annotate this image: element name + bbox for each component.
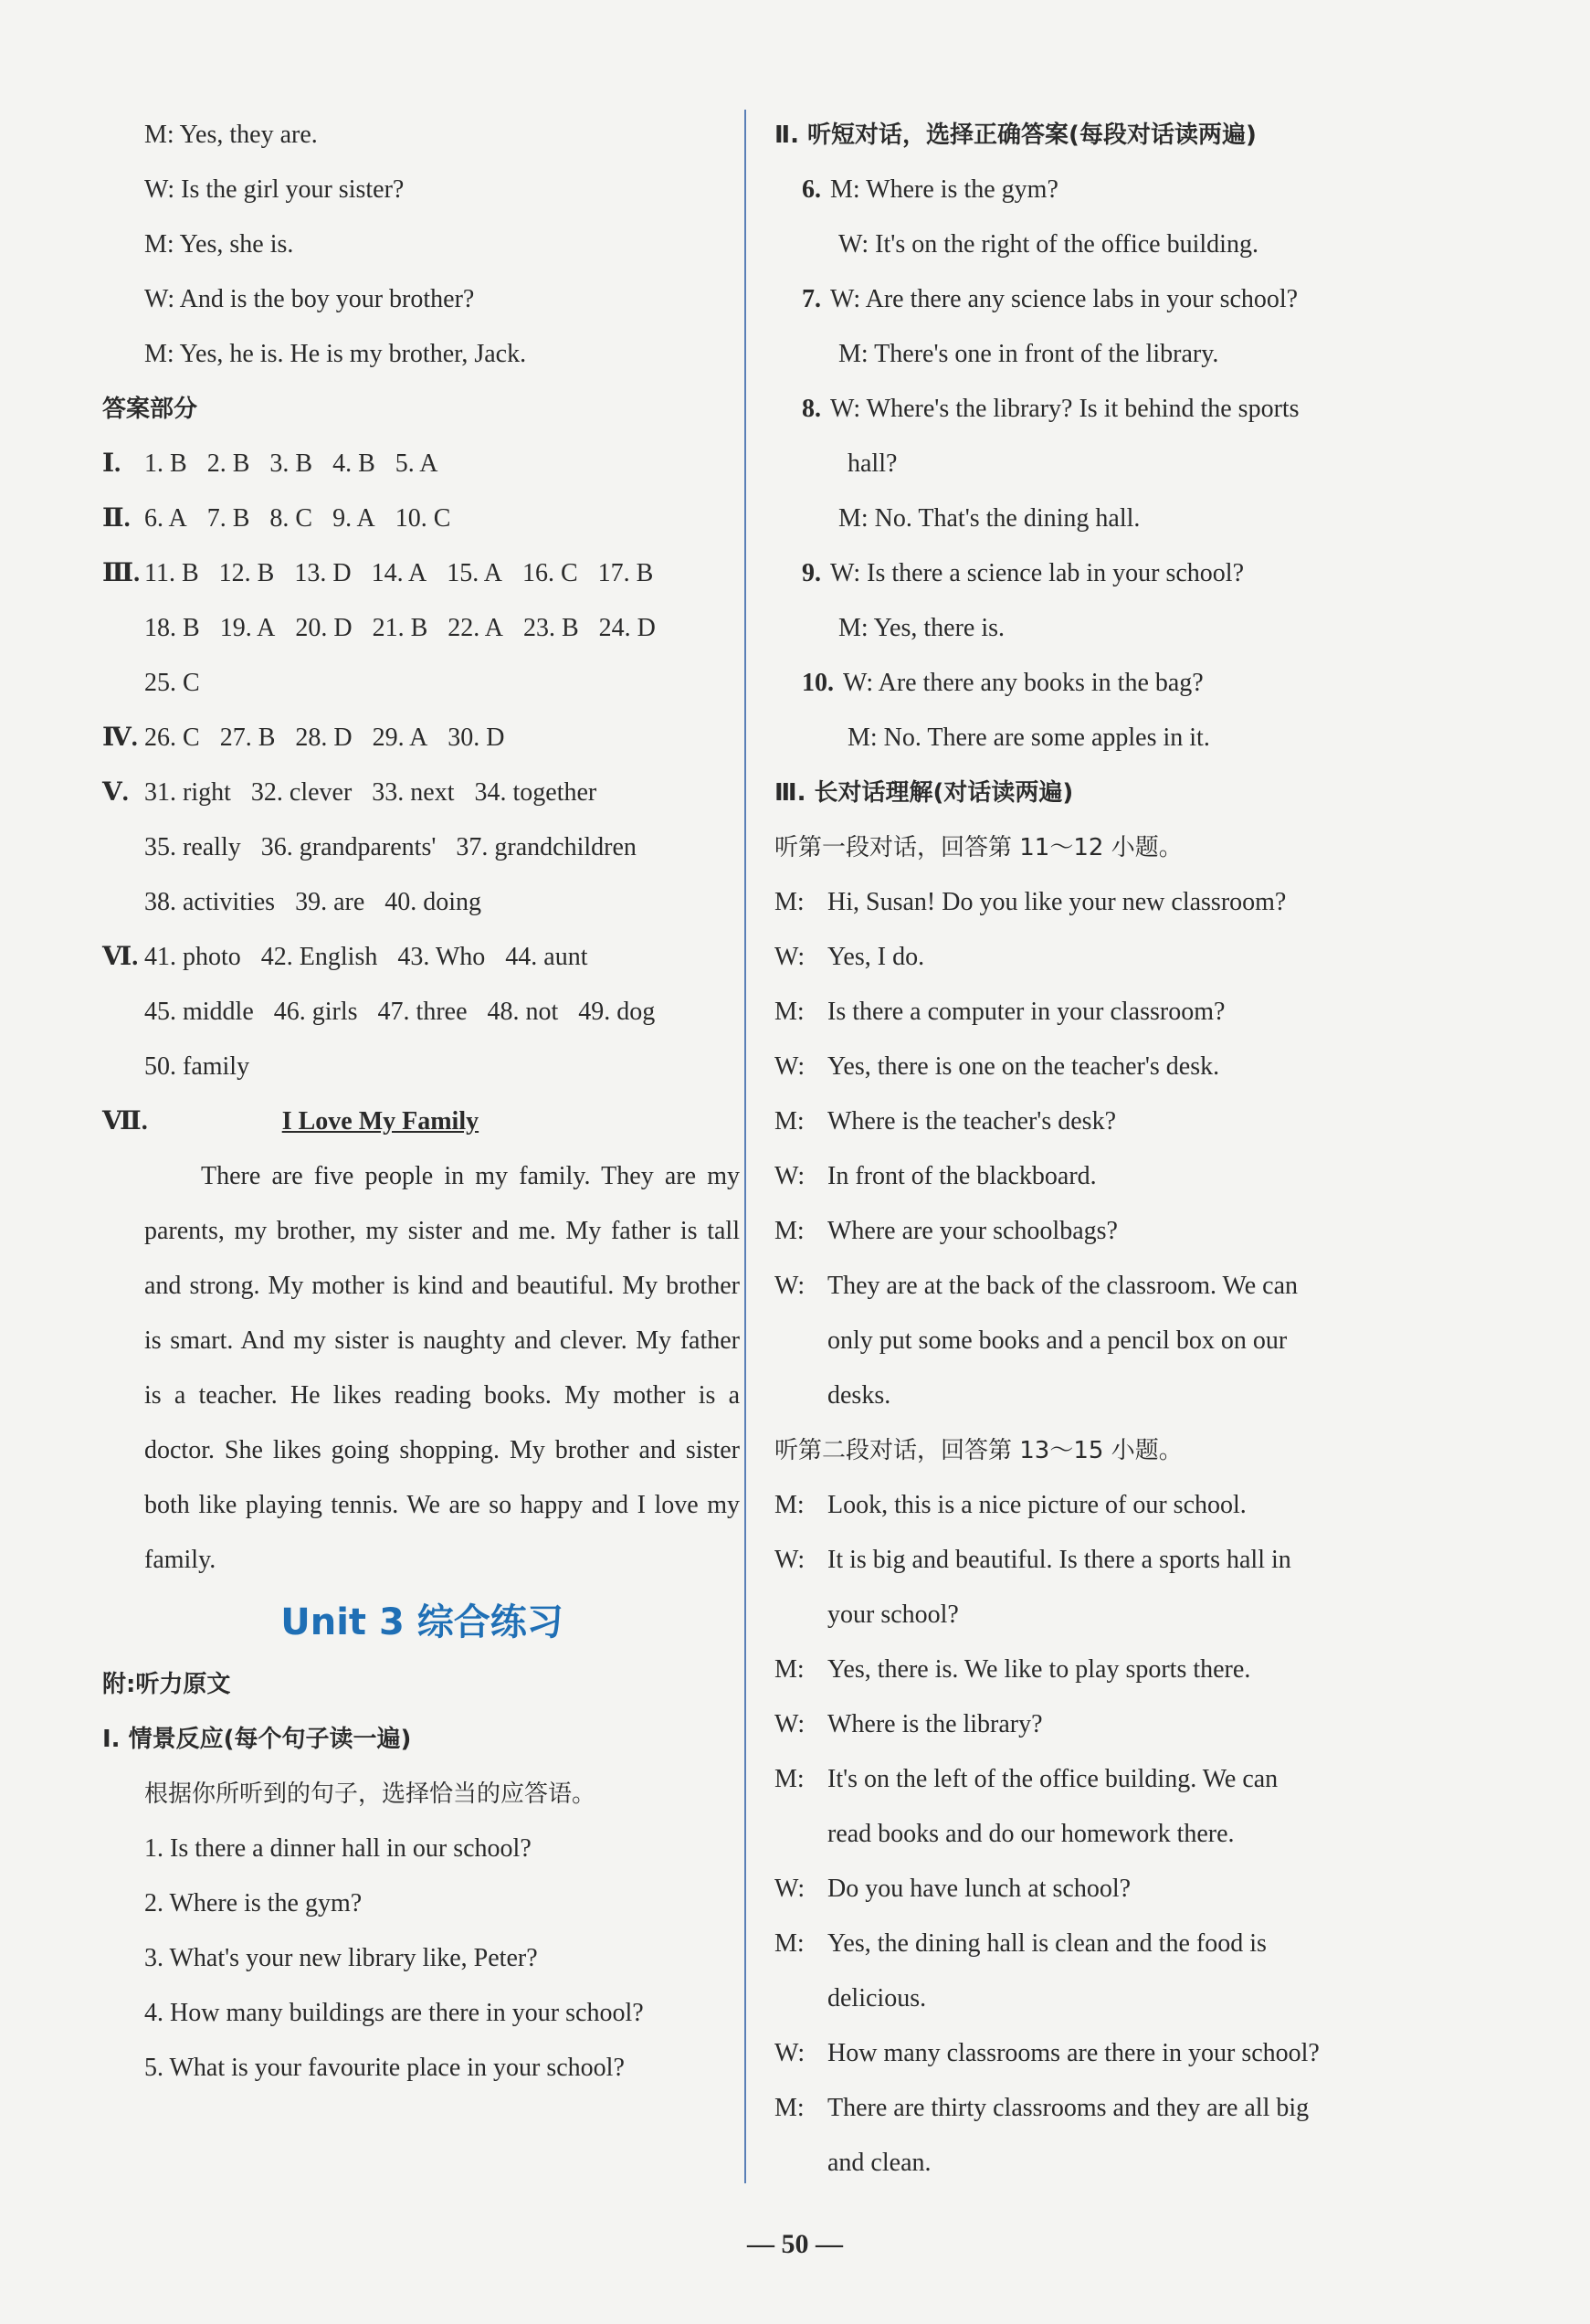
dialogue-text: and clean.: [827, 2149, 932, 2177]
dialogue-line: W: Is the girl your sister?: [144, 175, 405, 204]
answer-item: 1. B: [144, 449, 187, 478]
answer-row: [102, 766, 742, 820]
answer-item: 34. together: [474, 778, 597, 807]
answer-row: [102, 820, 742, 875]
dialogue-text: Hi, Susan! Do you like your new classroom?: [827, 888, 1287, 916]
dialogue2-intro: 听第二段对话，回答第 13～15 小题。: [774, 1437, 1183, 1464]
long-dialogue-line: [774, 1204, 1414, 1259]
short-dialogue-line: [774, 491, 1414, 546]
answer-item: 30. D: [448, 724, 505, 752]
long-dialogue-line: [774, 1314, 1414, 1368]
answer-roman: Ⅱ.: [102, 504, 131, 533]
dialogue-line: M: Yes, they are.: [144, 121, 318, 149]
short-dialogue-line: [774, 327, 1414, 382]
speaker: M:: [774, 1765, 805, 1793]
dialogue-text: M: No. That's the dining hall.: [838, 504, 1141, 533]
answer-item: 17. B: [597, 559, 654, 587]
dialogue-text: W: Where's the library? Is it behind the sports: [830, 395, 1300, 423]
dialogue2: [774, 1478, 1414, 2191]
essay-heading-row: [102, 1094, 742, 1149]
answer-item: 11. B: [144, 559, 199, 587]
essay-body: [102, 1149, 740, 1588]
long-dialogue-line: [774, 2081, 1414, 2136]
question-number: 8.: [802, 395, 821, 423]
dialogue-text: M: Yes, there is.: [838, 614, 1006, 642]
section2-dialogues: [774, 163, 1414, 766]
answer-item: 19. A: [219, 614, 276, 642]
essay-roman: Ⅶ.: [102, 1107, 148, 1136]
answer-item: 36. grandparents': [260, 833, 437, 861]
speaker: M:: [774, 1929, 805, 1958]
answer-item: 42. English: [260, 943, 378, 971]
long-dialogue-line: [774, 1862, 1414, 1917]
dialogue-text: Where are your schoolbags?: [827, 1217, 1118, 1245]
dialogue-text: Is there a computer in your classroom?: [827, 998, 1226, 1026]
essay-text: There are five people in my family. They are my parents, my brother, my sister and me. My father is tall and strong. My mother is kind and beautiful. My brother is smart. And my sister is naughty and clever. My father is a teacher. He likes reading books. My mother is a doctor. She likes going shopping. My brother and sister both like playing tennis. We are so happy and I love my family.: [144, 1162, 740, 1574]
answer-item: 5. A: [395, 449, 438, 478]
answer-item: 29. A: [372, 724, 428, 752]
answer-item: 10. C: [395, 504, 451, 533]
long-dialogue-line: [774, 2026, 1414, 2081]
left-column: [102, 108, 742, 2096]
section1-item: 2. Where is the gym?: [144, 1889, 363, 1917]
right-column: [774, 108, 1414, 2191]
dialogue-line: M: Yes, he is. He is my brother, Jack.: [144, 340, 527, 368]
dialogue-text: Where is the library?: [827, 1710, 1043, 1738]
dialogue-text: delicious.: [827, 1984, 927, 2012]
long-dialogue-line: [774, 1259, 1414, 1314]
essay-title: I Love My Family: [281, 1107, 479, 1136]
answer-roman: Ⅵ.: [102, 943, 139, 971]
section1-item: 3. What's your new library like, Peter?: [144, 1944, 538, 1972]
long-dialogue-line: [774, 1697, 1414, 1752]
short-dialogue-line: [774, 163, 1414, 217]
short-dialogue-line: [774, 382, 1414, 437]
answer-item: 28. D: [295, 724, 353, 752]
answer-item: 40. doing: [384, 888, 482, 916]
answer-row: [102, 437, 742, 491]
answer-row: [102, 601, 742, 656]
answer-item: 50. family: [144, 1052, 250, 1081]
dialogue-line: W: And is the boy your brother?: [144, 285, 475, 313]
long-dialogue-line: [774, 1588, 1414, 1643]
dialogue-text: There are thirty classrooms and they are all big: [827, 2094, 1310, 2122]
answer-item: 25. C: [144, 669, 200, 697]
answer-heading: 答案部分: [102, 396, 198, 423]
answer-item: 44. aunt: [505, 943, 588, 971]
section1-item: 5. What is your favourite place in your school?: [144, 2054, 625, 2082]
dialogue-text: Yes, there is one on the teacher's desk.: [827, 1052, 1220, 1081]
dialogue-text: M: No. There are some apples in it.: [848, 724, 1210, 752]
dialogue-text: Where is the teacher's desk?: [827, 1107, 1116, 1136]
long-dialogue-line: [774, 1752, 1414, 1807]
answer-item: 48. not: [487, 998, 559, 1026]
long-dialogue-line: [774, 1643, 1414, 1697]
answer-item: 32. clever: [250, 778, 353, 807]
dialogue-text: your school?: [827, 1600, 959, 1629]
speaker: M:: [774, 888, 805, 916]
listening-heading: 附:听力原文: [102, 1671, 231, 1698]
long-dialogue-line: [774, 1040, 1414, 1094]
answer-item: 18. B: [144, 614, 200, 642]
short-dialogue-line: [774, 437, 1414, 491]
dialogue-text: read books and do our homework there.: [827, 1820, 1235, 1848]
dialogue-text: W: Are there any science labs in your school?: [830, 285, 1299, 313]
answer-row: [102, 1040, 742, 1094]
page-number: — 50 —: [747, 2229, 843, 2259]
answer-roman: Ⅰ.: [102, 449, 121, 478]
long-dialogue-line: [774, 1533, 1414, 1588]
speaker: W:: [774, 2039, 806, 2067]
dialogue-text: W: It's on the right of the office building.: [838, 230, 1258, 259]
answer-roman: Ⅳ.: [102, 724, 138, 752]
answer-item: 26. C: [144, 724, 200, 752]
unit-title: Unit 3 综合练习: [280, 1601, 563, 1643]
speaker: M:: [774, 998, 805, 1026]
answer-roman: Ⅴ.: [102, 778, 129, 807]
answer-item: 12. B: [218, 559, 275, 587]
section1-item: 1. Is there a dinner hall in our school?: [144, 1834, 532, 1863]
answer-row: [102, 875, 742, 930]
dialogue-text: desks.: [827, 1381, 891, 1410]
dialogue-text: M: Where is the gym?: [830, 175, 1058, 204]
answer-item: 39. are: [295, 888, 365, 916]
dialogue-text: Yes, there is. We like to play sports there.: [827, 1655, 1251, 1684]
answer-item: 27. B: [219, 724, 276, 752]
speaker: W:: [774, 1546, 806, 1574]
section3-heading: Ⅲ. 长对话理解(对话读两遍): [774, 779, 1074, 807]
answer-item: 20. D: [295, 614, 353, 642]
section1-instruction: 根据你所听到的句子，选择恰当的应答语。: [144, 1780, 596, 1808]
speaker: W:: [774, 1162, 806, 1190]
answer-item: 33. next: [372, 778, 455, 807]
answer-item: 46. girls: [273, 998, 358, 1026]
answer-item: 41. photo: [144, 943, 241, 971]
short-dialogue-line: [774, 601, 1414, 656]
speaker: W:: [774, 1875, 806, 1903]
dialogue-text: M: There's one in front of the library.: [838, 340, 1219, 368]
section2-heading: Ⅱ. 听短对话，选择正确答案(每段对话读两遍): [774, 121, 1257, 149]
speaker: M:: [774, 1655, 805, 1684]
answer-row: [102, 930, 742, 985]
speaker: W:: [774, 1052, 806, 1081]
question-number: 6.: [802, 175, 821, 204]
dialogue-text: It is big and beautiful. Is there a sports hall in: [827, 1546, 1291, 1574]
dialogue-text: Look, this is a nice picture of our school.: [827, 1491, 1247, 1519]
answer-item: 2. B: [206, 449, 250, 478]
long-dialogue-line: [774, 2136, 1414, 2191]
answer-roman: Ⅲ.: [102, 559, 141, 587]
long-dialogue-line: [774, 1971, 1414, 2026]
answer-item: 35. really: [144, 833, 241, 861]
long-dialogue-line: [774, 1094, 1414, 1149]
dialogue-text: They are at the back of the classroom. We can: [827, 1272, 1299, 1300]
dialogue-text: only put some books and a pencil box on our: [827, 1326, 1288, 1355]
dialogue-text: Yes, I do.: [827, 943, 925, 971]
answer-item: 38. activities: [144, 888, 276, 916]
answer-item: 9. A: [332, 504, 375, 533]
answer-item: 16. C: [521, 559, 578, 587]
answer-item: 15. A: [447, 559, 502, 587]
answer-row: [102, 656, 742, 711]
dialogue-text: hall?: [848, 449, 898, 478]
section1-item: 4. How many buildings are there in your school?: [144, 1999, 644, 2027]
speaker: M:: [774, 1217, 805, 1245]
long-dialogue-line: [774, 1368, 1414, 1423]
answer-row: [102, 491, 742, 546]
answer-item: 45. middle: [144, 998, 254, 1026]
dialogue-text: W: Is there a science lab in your school?: [830, 559, 1245, 587]
answer-item: 14. A: [371, 559, 427, 587]
answer-item: 13. D: [294, 559, 352, 587]
speaker: M:: [774, 1107, 805, 1136]
dialogue-text: W: Are there any books in the bag?: [843, 669, 1204, 697]
short-dialogue-line: [774, 711, 1414, 766]
answer-item: 7. B: [206, 504, 250, 533]
answer-item: 4. B: [332, 449, 375, 478]
speaker: M:: [774, 2094, 805, 2122]
answer-row: [102, 985, 742, 1040]
speaker: M:: [774, 1491, 805, 1519]
section1-heading: Ⅰ. 情景反应(每个句子读一遍): [102, 1726, 412, 1753]
question-number: 10.: [802, 669, 834, 697]
answer-item: 23. B: [522, 614, 579, 642]
speaker: W:: [774, 1710, 806, 1738]
answer-item: 22. A: [448, 614, 503, 642]
dialogue1-intro: 听第一段对话，回答第 11～12 小题。: [774, 834, 1183, 861]
speaker: W:: [774, 943, 806, 971]
long-dialogue-line: [774, 1149, 1414, 1204]
answer-item: 49. dog: [578, 998, 656, 1026]
answer-item: 43. Who: [397, 943, 486, 971]
dialogue-text: Yes, the dining hall is clean and the food is: [827, 1929, 1267, 1958]
dialogue-text: It's on the left of the office building. We can: [827, 1765, 1279, 1793]
answer-item: 6. A: [144, 504, 187, 533]
answer-item: 37. grandchildren: [456, 833, 637, 861]
long-dialogue-line: [774, 875, 1414, 930]
long-dialogue-line: [774, 930, 1414, 985]
dialogue-text: In front of the blackboard.: [827, 1162, 1097, 1190]
answer-item: 47. three: [377, 998, 468, 1026]
answer-item: 31. right: [144, 778, 231, 807]
dialogue-text: Do you have lunch at school?: [827, 1875, 1132, 1903]
answer-item: 21. B: [372, 614, 428, 642]
column-divider: [744, 110, 746, 2183]
dialogue-text: How many classrooms are there in your school?: [827, 2039, 1320, 2067]
dialogue-line: M: Yes, she is.: [144, 230, 294, 259]
speaker: W:: [774, 1272, 806, 1300]
answer-row: [102, 546, 742, 601]
short-dialogue-line: [774, 217, 1414, 272]
long-dialogue-line: [774, 985, 1414, 1040]
short-dialogue-line: [774, 656, 1414, 711]
answer-row: [102, 711, 742, 766]
answer-item: 24. D: [598, 614, 656, 642]
short-dialogue-line: [774, 546, 1414, 601]
long-dialogue-line: [774, 1917, 1414, 1971]
long-dialogue-line: [774, 1807, 1414, 1862]
question-number: 7.: [802, 285, 821, 313]
answer-list: [102, 437, 742, 1094]
short-dialogue-line: [774, 272, 1414, 327]
question-number: 9.: [802, 559, 821, 587]
answer-item: 8. C: [269, 504, 313, 533]
answer-item: 3. B: [269, 449, 313, 478]
long-dialogue-line: [774, 1478, 1414, 1533]
dialogue1: [774, 875, 1414, 1423]
